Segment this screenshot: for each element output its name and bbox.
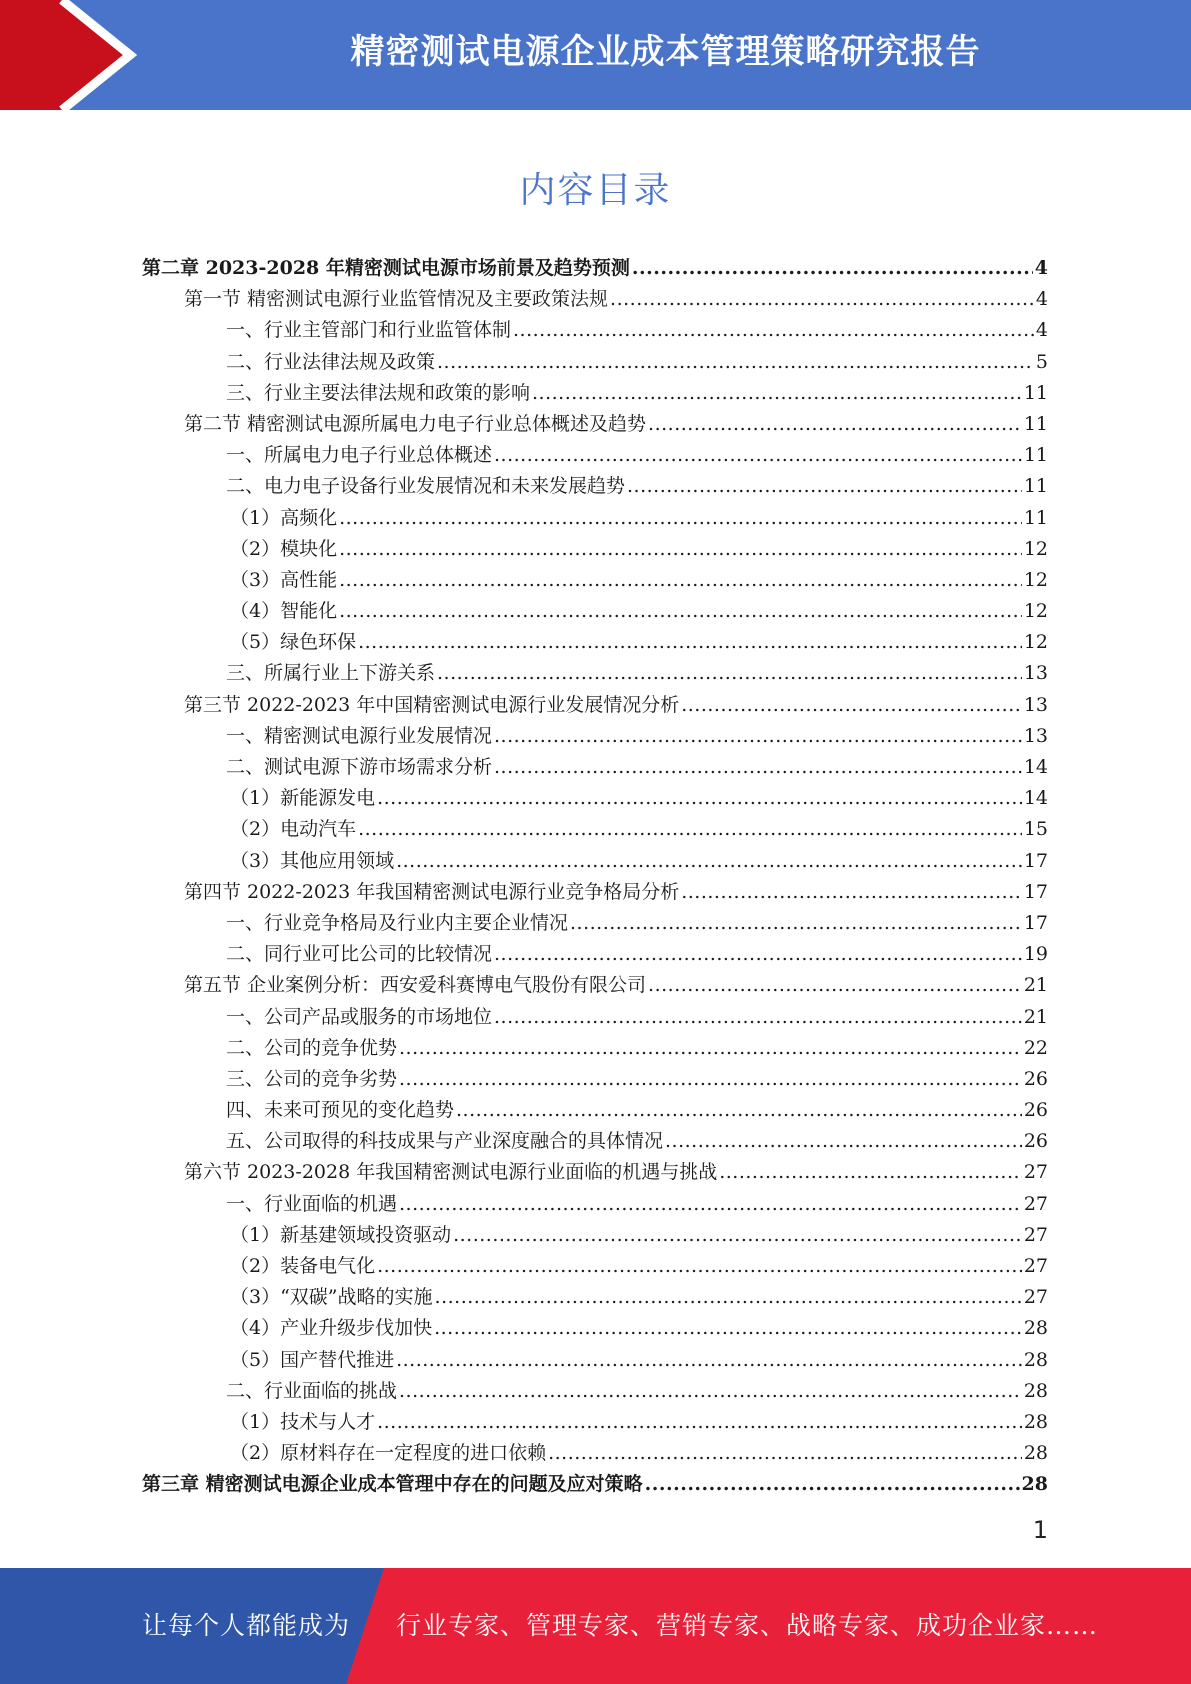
toc-dot-leader — [494, 752, 1022, 783]
toc-entry[interactable] — [142, 658, 1048, 689]
toc-entry-page: 26 — [1023, 1099, 1048, 1122]
toc-entry-text: （3）“双碳”战略的实施 — [230, 1286, 433, 1309]
toc-entry-page: 28 — [1023, 1442, 1048, 1465]
toc-entry[interactable] — [142, 814, 1048, 845]
toc-entry-page: 15 — [1023, 818, 1048, 841]
toc-dot-leader — [548, 1438, 1022, 1469]
toc-dot-leader — [437, 347, 1034, 378]
table-of-contents — [142, 253, 1048, 1501]
toc-entry[interactable] — [142, 409, 1048, 440]
toc-dot-leader — [665, 1126, 1022, 1157]
toc-dot-leader — [377, 783, 1022, 814]
toc-entry-text: 第六节 2023-2028 年我国精密测试电源行业面临的机遇与挑战 — [184, 1161, 718, 1184]
toc-entry-page: 11 — [1023, 506, 1048, 529]
toc-entry[interactable] — [142, 1251, 1048, 1282]
toc-entry-text: 第二节 精密测试电源所属电力电子行业总体概述及趋势 — [184, 412, 647, 435]
toc-entry[interactable] — [142, 908, 1048, 939]
toc-entry[interactable] — [142, 1376, 1048, 1407]
toc-entry-text: 一、行业竞争格局及行业内主要企业情况 — [226, 911, 569, 934]
toc-entry-page: 4 — [1035, 288, 1048, 311]
toc-dot-leader — [681, 690, 1022, 721]
toc-entry-page: 11 — [1023, 412, 1048, 435]
toc-entry[interactable] — [142, 565, 1048, 596]
footer-banner — [0, 1568, 1191, 1684]
toc-entry-page: 28 — [1023, 1348, 1048, 1371]
toc-dot-leader — [570, 908, 1022, 939]
toc-dot-leader — [399, 1189, 1022, 1220]
toc-entry[interactable] — [142, 846, 1048, 877]
toc-entry-page: 4 — [1034, 257, 1048, 279]
toc-entry-text: 第二章 2023-2028 年精密测试电源市场前景及趋势预测 — [142, 257, 630, 279]
toc-dot-leader — [532, 378, 1022, 409]
chevron-arrow-icon — [0, 0, 160, 110]
toc-entry-text: 三、行业主要法律法规和政策的影响 — [226, 381, 531, 404]
toc-entry-text: （3）其他应用领域 — [230, 849, 395, 872]
toc-entry[interactable] — [142, 783, 1048, 814]
toc-dot-leader — [681, 877, 1022, 908]
toc-entry[interactable] — [142, 471, 1048, 502]
toc-entry-page: 28 — [1021, 1473, 1048, 1496]
toc-dot-leader — [494, 939, 1022, 970]
toc-dot-leader — [610, 284, 1034, 315]
toc-entry-page: 12 — [1023, 631, 1048, 654]
toc-entry[interactable] — [142, 1126, 1048, 1157]
toc-entry[interactable] — [142, 970, 1048, 1001]
toc-entry[interactable] — [142, 690, 1048, 721]
toc-dot-leader — [632, 253, 1033, 284]
toc-dot-leader — [396, 1345, 1022, 1376]
toc-entry-page: 11 — [1023, 475, 1048, 498]
toc-dot-leader — [648, 409, 1022, 440]
toc-entry-page: 27 — [1023, 1255, 1048, 1277]
toc-entry-text: 二、行业面临的挑战 — [226, 1379, 398, 1402]
toc-entry-text: （1）新基建领域投资驱动 — [230, 1223, 452, 1246]
toc-entry-page: 28 — [1023, 1410, 1048, 1433]
toc-entry[interactable] — [142, 1064, 1048, 1095]
toc-entry-page: 26 — [1023, 1067, 1048, 1090]
toc-entry[interactable] — [142, 1095, 1048, 1126]
toc-entry-page: 26 — [1023, 1130, 1048, 1153]
toc-dot-leader — [339, 596, 1022, 627]
toc-title: 内容目录 — [519, 170, 672, 211]
toc-entry[interactable] — [142, 627, 1048, 658]
toc-entry-page: 12 — [1023, 568, 1048, 591]
toc-dot-leader — [358, 814, 1022, 845]
toc-dot-leader — [339, 534, 1022, 565]
toc-dot-leader — [513, 315, 1034, 346]
toc-entry-text: （5）绿色环保 — [230, 631, 357, 654]
toc-entry-page: 19 — [1023, 943, 1048, 966]
toc-entry[interactable] — [142, 378, 1048, 409]
toc-entry[interactable] — [142, 440, 1048, 471]
toc-entry-text: （2）原材料存在一定程度的进口依赖 — [230, 1442, 547, 1465]
toc-entry-text: 五、公司取得的科技成果与产业深度融合的具体情况 — [226, 1130, 664, 1153]
toc-entry-text: 一、所属电力电子行业总体概述 — [226, 444, 493, 467]
toc-entry[interactable] — [142, 503, 1048, 534]
toc-entry-page: 21 — [1023, 974, 1048, 997]
toc-entry[interactable] — [142, 534, 1048, 565]
toc-dot-leader — [396, 846, 1022, 877]
header-banner — [0, 0, 1191, 110]
toc-dot-leader — [339, 503, 1022, 534]
toc-entry-page: 12 — [1023, 537, 1048, 560]
toc-entry-text: 第三章 精密测试电源企业成本管理中存在的问题及应对策略 — [142, 1473, 643, 1496]
toc-entry-page: 11 — [1023, 381, 1048, 404]
toc-entry-page: 17 — [1023, 911, 1048, 934]
toc-entry-page: 17 — [1023, 849, 1048, 872]
toc-entry-text: 一、行业面临的机遇 — [226, 1192, 398, 1215]
toc-entry-page: 28 — [1023, 1317, 1048, 1340]
toc-entry[interactable] — [142, 1002, 1048, 1033]
toc-entry-page: 17 — [1023, 880, 1048, 903]
toc-entry-text: 三、所属行业上下游关系 — [226, 662, 436, 685]
toc-entry[interactable] — [142, 1438, 1048, 1469]
toc-entry-text: （3）高性能 — [230, 568, 338, 591]
toc-dot-leader — [453, 1220, 1022, 1251]
toc-entry-text: （2）模块化 — [230, 537, 338, 560]
toc-entry-text: 四、未来可预见的变化趋势 — [226, 1099, 455, 1122]
toc-dot-leader — [494, 721, 1022, 752]
toc-entry[interactable] — [142, 253, 1048, 284]
toc-entry-text: 一、公司产品或服务的市场地位 — [226, 1005, 493, 1028]
toc-entry-page: 27 — [1023, 1286, 1048, 1309]
toc-entry[interactable] — [142, 877, 1048, 908]
footer-slogan-left: 让每个人都能成为 — [142, 1611, 351, 1640]
toc-entry-text: 第五节 企业案例分析：西安爱科赛博电气股份有限公司 — [184, 974, 647, 997]
toc-entry-page: 14 — [1023, 787, 1048, 810]
toc-dot-leader — [719, 1157, 1022, 1188]
toc-entry-text: 第四节 2022-2023 年我国精密测试电源行业竞争格局分析 — [184, 880, 680, 903]
toc-entry-text: 二、电力电子设备行业发展情况和未来发展趋势 — [226, 475, 626, 498]
toc-entry-text: （1）高频化 — [230, 506, 338, 529]
toc-entry-text: （1）新能源发电 — [230, 787, 376, 810]
toc-entry-page: 11 — [1023, 444, 1048, 467]
toc-dot-leader — [456, 1095, 1022, 1126]
toc-dot-leader — [399, 1033, 1022, 1064]
toc-dot-leader — [339, 565, 1022, 596]
toc-entry-page: 27 — [1023, 1223, 1048, 1246]
toc-dot-leader — [645, 1469, 1020, 1500]
toc-entry-text: （2）装备电气化 — [230, 1255, 376, 1277]
toc-dot-leader — [399, 1064, 1022, 1095]
toc-dot-leader — [377, 1251, 1022, 1282]
toc-dot-leader — [494, 1002, 1022, 1033]
toc-dot-leader — [434, 1313, 1022, 1344]
toc-entry[interactable] — [142, 752, 1048, 783]
toc-entry-page: 13 — [1023, 724, 1048, 747]
toc-entry-page: 22 — [1023, 1036, 1048, 1059]
toc-entry[interactable] — [142, 1157, 1048, 1188]
toc-entry-page: 27 — [1023, 1192, 1048, 1215]
toc-dot-leader — [435, 1282, 1022, 1313]
toc-entry-text: （2）电动汽车 — [230, 818, 357, 841]
report-title: 精密测试电源企业成本管理策略研究报告 — [350, 32, 981, 72]
toc-entry-text: 三、公司的竞争劣势 — [226, 1067, 398, 1090]
toc-entry-text: （4）智能化 — [230, 600, 338, 623]
toc-entry-page: 27 — [1023, 1161, 1048, 1184]
toc-entry-text: （4）产业升级步伐加快 — [230, 1317, 433, 1340]
toc-entry-page: 5 — [1035, 350, 1048, 373]
toc-entry-page: 12 — [1023, 600, 1048, 623]
toc-entry-text: 二、公司的竞争优势 — [226, 1036, 398, 1059]
toc-entry-page: 4 — [1035, 319, 1048, 342]
toc-entry[interactable] — [142, 315, 1048, 346]
toc-entry[interactable] — [142, 1313, 1048, 1344]
toc-dot-leader — [399, 1376, 1022, 1407]
toc-dot-leader — [358, 627, 1022, 658]
toc-entry-text: 一、行业主管部门和行业监管体制 — [226, 319, 512, 342]
toc-entry[interactable] — [142, 721, 1048, 752]
toc-entry[interactable] — [142, 1033, 1048, 1064]
toc-entry-page: 21 — [1023, 1005, 1048, 1028]
toc-entry[interactable] — [142, 1220, 1048, 1251]
toc-dot-leader — [627, 471, 1022, 502]
toc-entry[interactable] — [142, 596, 1048, 627]
toc-dot-leader — [494, 440, 1022, 471]
toc-entry-page: 28 — [1023, 1379, 1048, 1402]
toc-dot-leader — [377, 1407, 1022, 1438]
toc-entry-text: 二、同行业可比公司的比较情况 — [226, 943, 493, 966]
toc-entry[interactable] — [142, 1189, 1048, 1220]
footer-slogan-right: 行业专家、管理专家、营销专家、战略专家、成功企业家…… — [396, 1611, 1099, 1640]
toc-entry-text: 二、行业法律法规及政策 — [226, 350, 436, 373]
toc-entry[interactable] — [142, 939, 1048, 970]
toc-entry-text: 一、精密测试电源行业发展情况 — [226, 724, 493, 747]
toc-entry-text: （5）国产替代推进 — [230, 1348, 395, 1371]
toc-entry[interactable] — [142, 284, 1048, 315]
toc-entry[interactable] — [142, 347, 1048, 378]
toc-dot-leader — [648, 970, 1022, 1001]
toc-dot-leader — [437, 658, 1022, 689]
toc-entry-page: 13 — [1023, 693, 1048, 716]
toc-entry[interactable] — [142, 1469, 1048, 1500]
toc-entry[interactable] — [142, 1407, 1048, 1438]
toc-entry-page: 13 — [1023, 662, 1048, 685]
toc-entry-text: （1）技术与人才 — [230, 1410, 376, 1433]
toc-entry-text: 二、测试电源下游市场需求分析 — [226, 756, 493, 778]
toc-entry[interactable] — [142, 1345, 1048, 1376]
toc-entry-text: 第三节 2022-2023 年中国精密测试电源行业发展情况分析 — [184, 693, 680, 716]
page-number: 1 — [1032, 1516, 1048, 1544]
toc-entry-page: 14 — [1023, 756, 1048, 778]
toc-entry[interactable] — [142, 1282, 1048, 1313]
toc-entry-text: 第一节 精密测试电源行业监管情况及主要政策法规 — [184, 288, 609, 311]
